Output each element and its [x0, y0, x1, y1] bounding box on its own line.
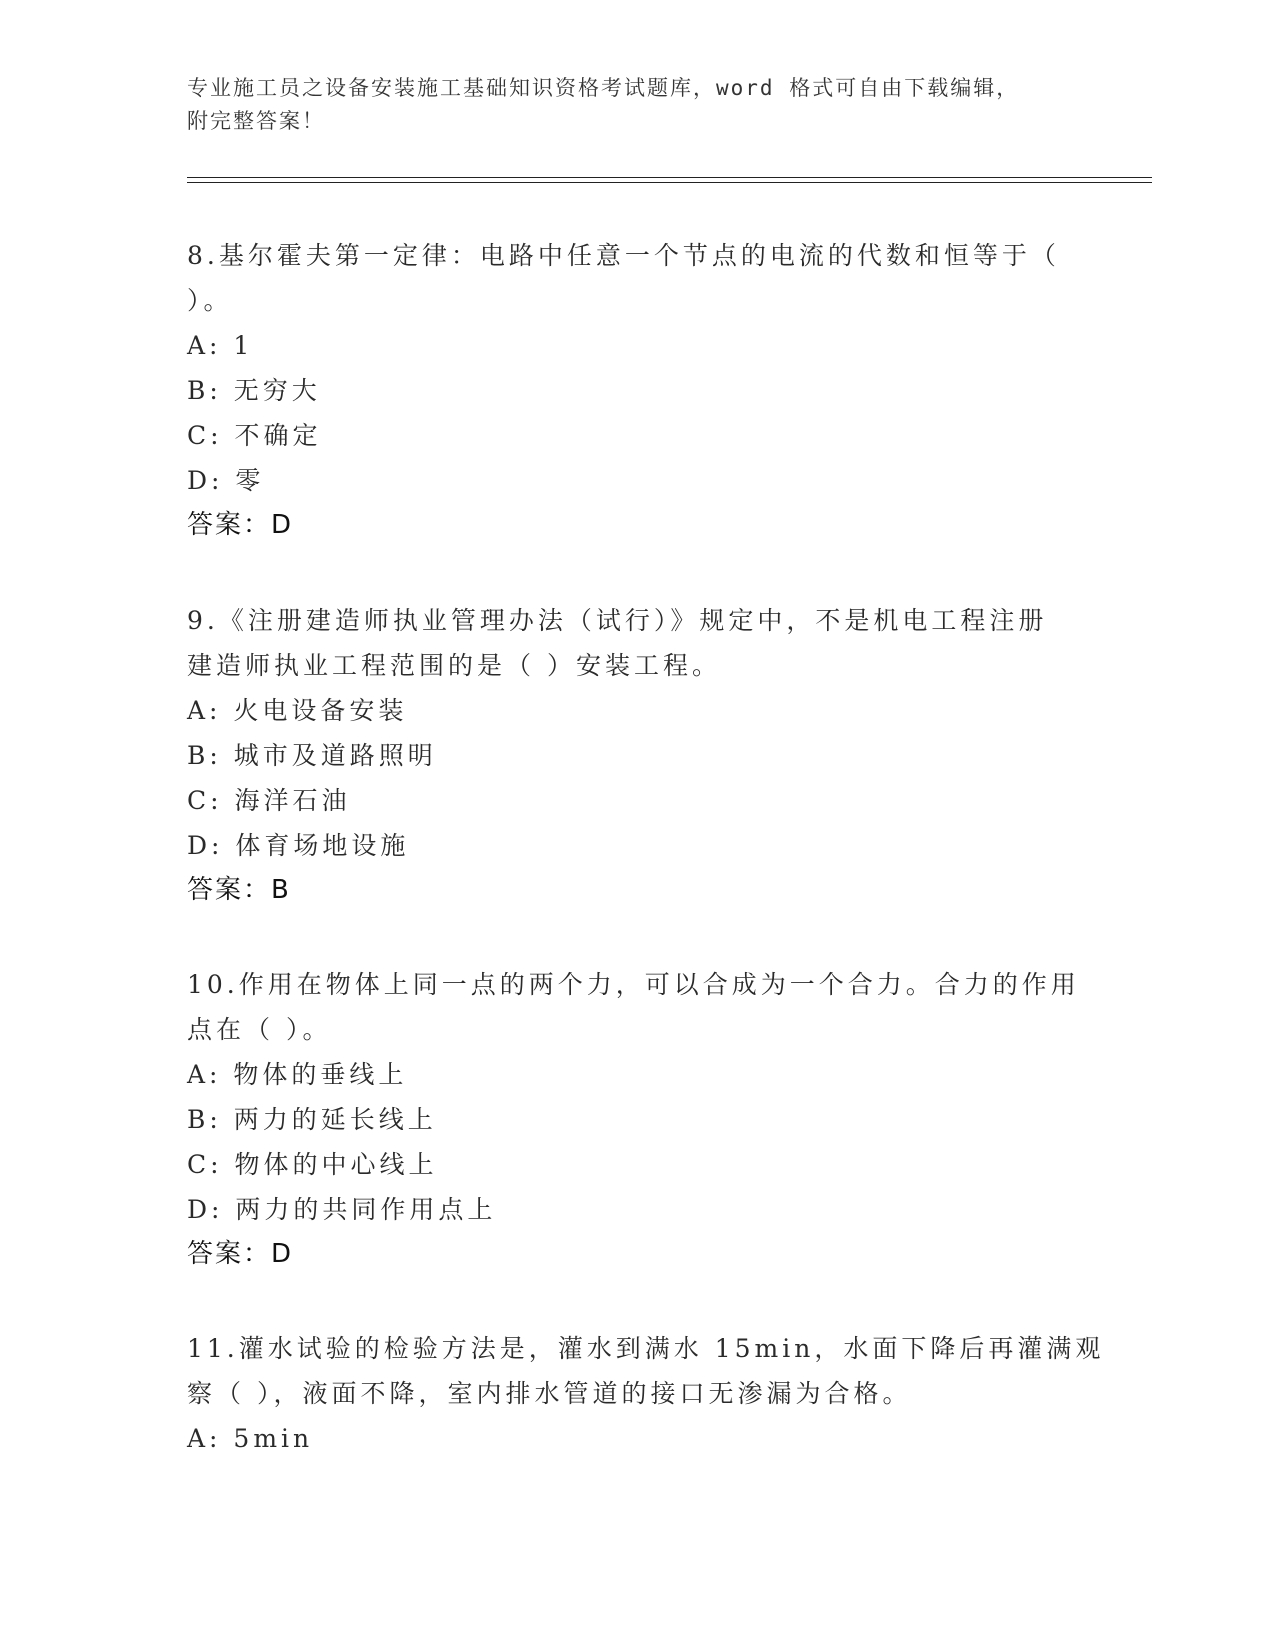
- question-stem-line: 9.《注册建造师执业管理办法（试行）》规定中，不是机电工程注册: [187, 606, 1048, 635]
- option-b: B: 无穷大: [187, 376, 321, 405]
- answer-line: 答案：D: [187, 1239, 294, 1269]
- document-header: [187, 72, 1087, 138]
- option-d: D: 两力的共同作用点上: [187, 1195, 497, 1224]
- question-block: [187, 233, 1067, 548]
- header-line-1: 专业施工员之设备安装施工基础知识资格考试题库，word 格式可自由下载编辑，: [187, 76, 1020, 100]
- option-a: A: 火电设备安装: [187, 696, 408, 725]
- question-stem-line: 11.灌水试验的检验方法是，灌水到满水 15min，水面下降后再灌满观: [187, 1334, 1105, 1363]
- question-stem-line: 察（ ），液面不降，室内排水管道的接口无渗漏为合格。: [187, 1379, 912, 1408]
- option-d: D: 体育场地设施: [187, 831, 410, 860]
- question-block: [187, 598, 1067, 913]
- answer-line: 答案：D: [187, 510, 294, 540]
- option-a: A: 1: [187, 331, 254, 360]
- question-stem-line: ）。: [187, 286, 233, 315]
- option-d: D: 零: [187, 466, 265, 495]
- question-stem-line: 10.作用在物体上同一点的两个力，可以合成为一个合力。合力的作用: [187, 970, 1080, 999]
- option-c: C: 物体的中心线上: [187, 1150, 438, 1179]
- option-b: B: 城市及道路照明: [187, 741, 437, 770]
- header-divider-top: [187, 177, 1152, 178]
- option-a: A: 5min: [187, 1424, 314, 1453]
- question-stem-line: 点在（ ）。: [187, 1015, 332, 1044]
- option-a: A: 物体的垂线上: [187, 1060, 408, 1089]
- question-stem-line: 建造师执业工程范围的是（ ）安装工程。: [187, 651, 721, 680]
- question-block: [187, 1326, 1105, 1461]
- option-b: B: 两力的延长线上: [187, 1105, 437, 1134]
- question-block: [187, 962, 1080, 1277]
- header-divider-bottom: [187, 182, 1152, 183]
- question-stem-line: 8.基尔霍夫第一定律：电路中任意一个节点的电流的代数和恒等于（: [187, 241, 1060, 270]
- answer-line: 答案：B: [187, 875, 291, 905]
- header-line-2: 附完整答案！: [187, 109, 325, 133]
- option-c: C: 不确定: [187, 421, 322, 450]
- option-c: C: 海洋石油: [187, 786, 351, 815]
